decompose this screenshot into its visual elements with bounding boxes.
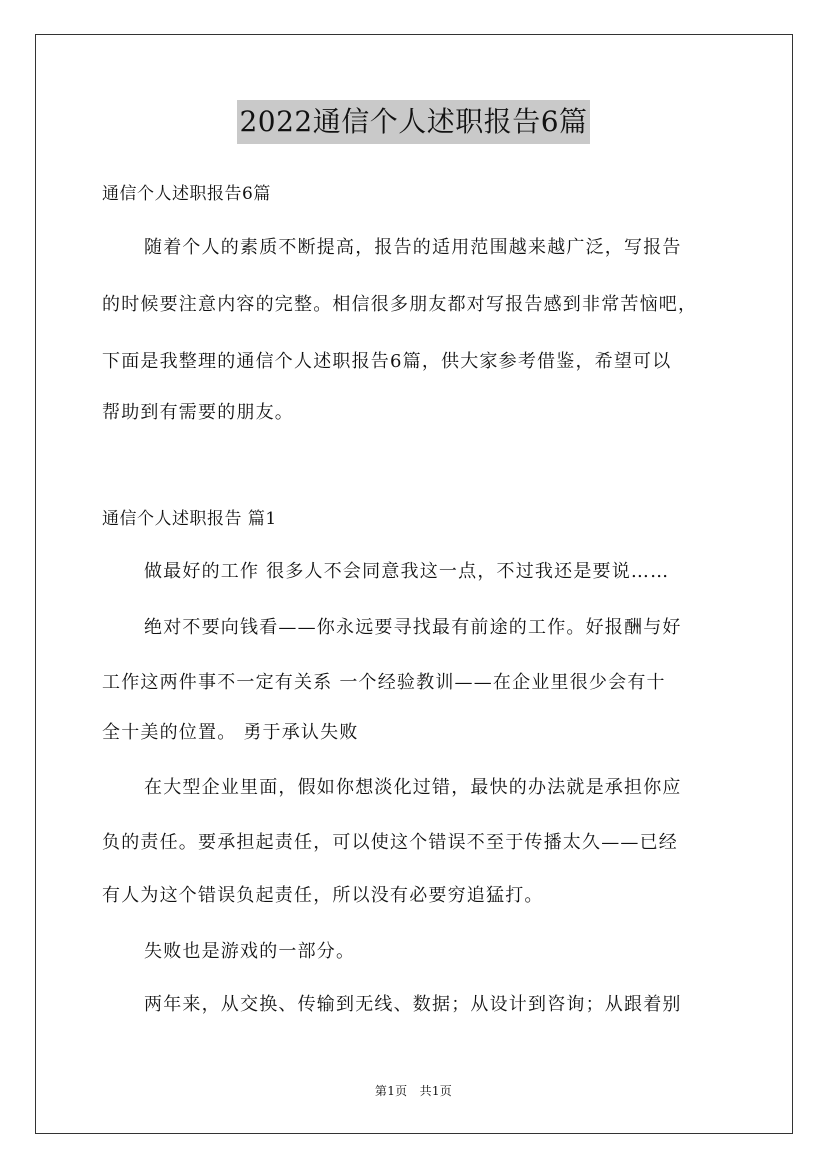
- intro-line: 的时候要注意内容的完整。相信很多朋友都对写报告感到非常苦恼吧，: [102, 294, 698, 315]
- page-footer: [0, 1083, 827, 1099]
- page-total: 共1页: [419, 1084, 453, 1098]
- intro-line: 下面是我整理的通信个人述职报告6篇，供大家参考借鉴，希望可以: [102, 351, 672, 372]
- intro-line: 随着个人的素质不断提高，报告的适用范围越来越广泛，写报告: [144, 237, 682, 258]
- section-line: 全十美的位置。 勇于承认失败: [102, 722, 359, 743]
- section-line: 两年来，从交换、传输到无线、数据；从设计到咨询；从跟着别: [144, 994, 682, 1015]
- section-line: 失败也是游戏的一部分。: [144, 941, 356, 962]
- section-line: 在大型企业里面，假如你想淡化过错，最快的办法就是承担你应: [144, 777, 682, 798]
- intro-line: 帮助到有需要的朋友。: [102, 402, 294, 423]
- section-line: 做最好的工作 很多人不会同意我这一点，不过我还是要说……: [144, 561, 670, 582]
- section-heading: 通信个人述职报告 篇1: [102, 509, 277, 529]
- section-line: 负的责任。要承担起责任，可以使这个错误不至于传播太久——已经: [102, 832, 678, 853]
- title-container: [0, 100, 827, 144]
- section-line: 工作这两件事不一定有关系 一个经验教训——在企业里很少会有十: [102, 672, 666, 693]
- intro-heading: 通信个人述职报告6篇: [102, 184, 271, 204]
- document-title: 2022通信个人述职报告6篇: [237, 100, 589, 144]
- section-line: 绝对不要向钱看——你永远要寻找最有前途的工作。好报酬与好: [144, 617, 682, 638]
- section-line: 有人为这个错误负起责任，所以没有必要穷追猛打。: [102, 885, 544, 906]
- page-number: 第1页: [374, 1084, 408, 1098]
